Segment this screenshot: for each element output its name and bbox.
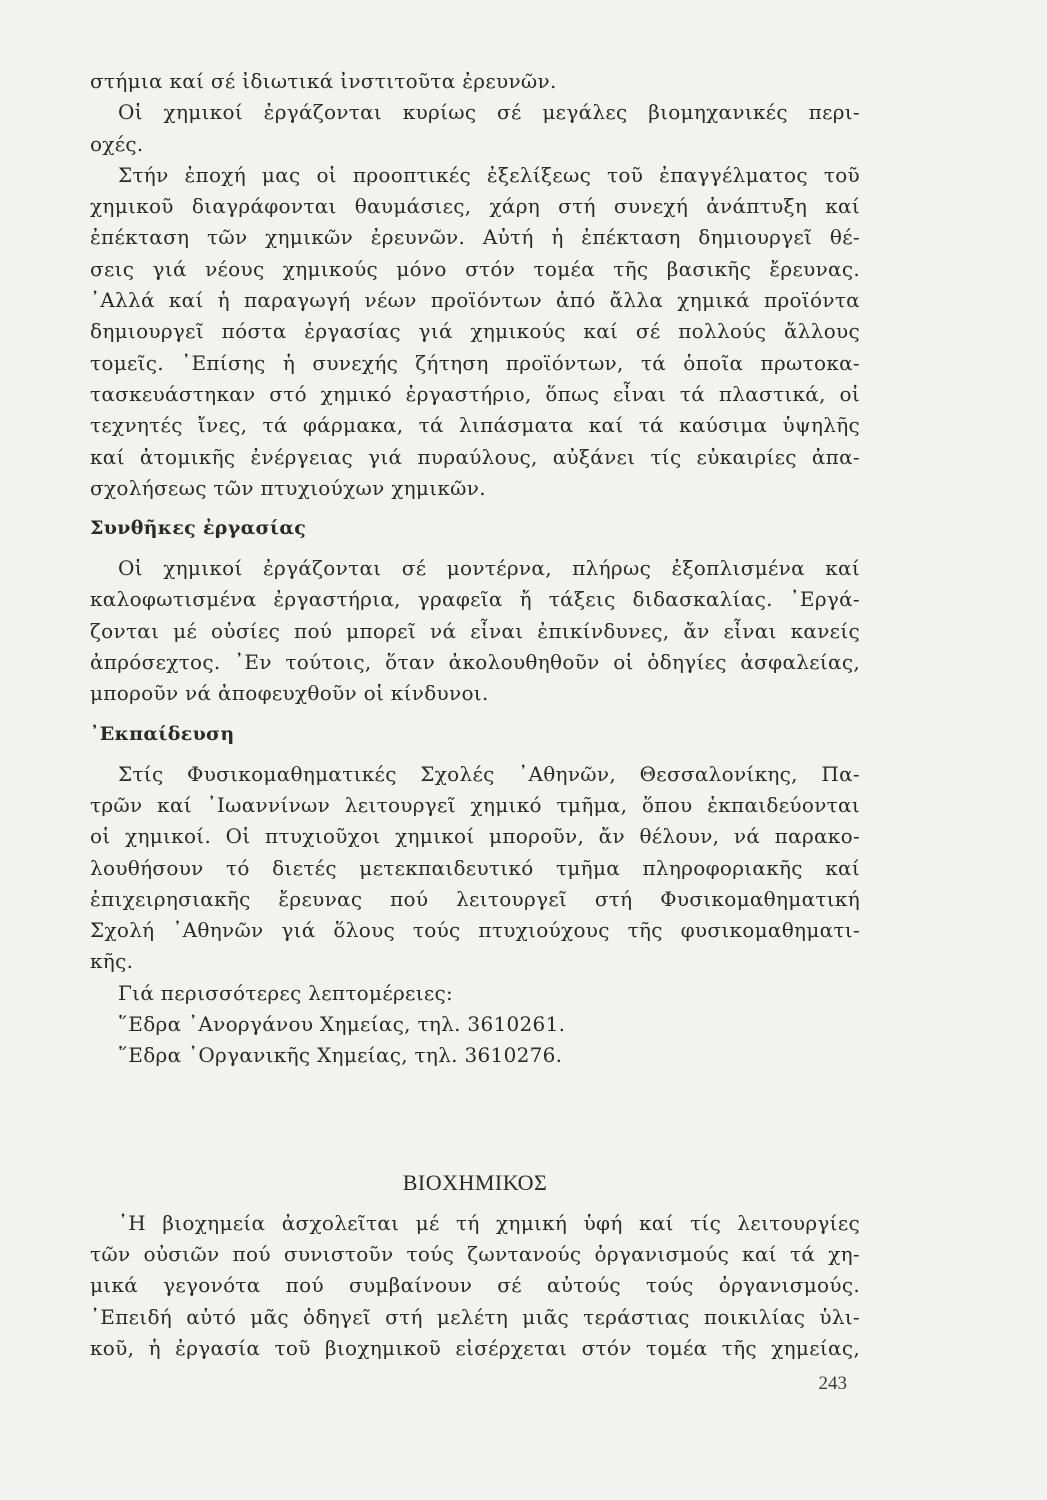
text-line: Στίς Φυσικομαθηματικές Σχολές ᾿Αθηνῶν, Θεσσαλονίκης, Πα- xyxy=(118,761,860,786)
paragraph-conditions xyxy=(90,553,860,709)
text-line: κοῦ, ἡ ἐργασία τοῦ βιοχημικοῦ εἰσέρχεται στόν τομέα τῆς χημείας, xyxy=(90,1335,860,1360)
text-line: τῶν οὐσιῶν πού συνιστοῦν τούς ζωντανούς ὀργανισμούς καί τά χη- xyxy=(90,1241,860,1266)
section-title-biochemist: ΒΙΟΧΗΜΙΚΟΣ xyxy=(402,1169,548,1195)
text-line: ᾿Αλλά καί ἡ παραγωγή νέων προϊόντων ἀπό ἄλλα χημικά προϊόντα xyxy=(90,288,860,313)
text-line: στήμια καί σέ ἰδιωτικά ἰνστιτοῦτα ἐρευνῶν. xyxy=(90,69,557,93)
text-line: οχές. xyxy=(90,131,144,156)
text-line: σχολήσεως τῶν πτυχιούχων χημικῶν. xyxy=(90,475,486,500)
contact-line: ῞Εδρα ᾿Οργανικῆς Χημείας, τηλ. 3610276. xyxy=(118,1043,563,1068)
text-line: καί ἀτομικῆς ἐνέργειας γιά πυραύλους, αὐξάνει τίς εὐκαιρίες ἀπα- xyxy=(90,444,860,469)
text-line: Σχολή ᾿Αθηνῶν γιά ὅλους τούς πτυχιούχους τῆς φυσικομαθηματι- xyxy=(90,918,860,943)
section-heading-conditions: Συνθῆκες ἐργασίας xyxy=(90,517,307,540)
text-line: κῆς. xyxy=(90,949,134,974)
text-line: ἐπέκταση τῶν χημικῶν ἐρευνῶν. Αὐτή ἡ ἐπέκταση δημιουργεῖ θέ- xyxy=(90,225,860,250)
text-line: τασκευάστηκαν στό χημικό ἐργαστήριο, ὅπως εἶναι τά πλαστικά, οἱ xyxy=(90,381,860,406)
text-line: δημιουργεῖ πόστα ἐργασίας γιά χημικούς καί σέ πολλούς ἄλλους xyxy=(90,319,860,344)
text-line: Οἱ χημικοί ἐργάζονται κυρίως σέ μεγάλες βιομηχανικές περι- xyxy=(118,100,860,125)
paragraph-prospects xyxy=(90,160,860,504)
text-line: ζονται μέ οὐσίες πού μπορεῖ νά εἶναι ἐπικίνδυνες, ἄν εἶναι κανείς xyxy=(90,618,860,643)
text-line: οἱ χημικοί. Οἱ πτυχιοῦχοι χημικοί μποροῦν, ἄν θέλουν, νά παρακο- xyxy=(90,824,860,849)
paragraph-continuation xyxy=(90,66,860,160)
text-line: ᾿Επειδή αὐτό μᾶς ὁδηγεῖ στή μελέτη μιᾶς τεράστιας ποικιλίας ὑλι- xyxy=(90,1304,860,1329)
text-line: σεις γιά νέους χημικούς μόνο στόν τομέα τῆς βασικῆς ἔρευνας. xyxy=(90,256,860,281)
paragraph-biochemist xyxy=(90,1208,860,1364)
contact-line: ῞Εδρα ᾿Ανοργάνου Χημείας, τηλ. 3610261. xyxy=(118,1012,566,1037)
text-line: τομεῖς. ᾿Επίσης ἡ συνεχής ζήτηση προϊόντων, τά ὁποῖα πρωτοκα- xyxy=(90,350,860,375)
text-line: καλοφωτισμένα ἐργαστήρια, γραφεῖα ἤ τάξεις διδασκαλίας. ᾿Εργά- xyxy=(90,587,860,612)
text-line: μικά γεγονότα πού συμβαίνουν σέ αὐτούς τούς ὀργανισμούς. xyxy=(90,1273,860,1298)
text-line: τεχνητές ἴνες, τά φάρμακα, τά λιπάσματα καί τά καύσιμα ὑψηλῆς xyxy=(90,413,860,438)
text-line: λουθήσουν τό διετές μετεκπαιδευτικό τμῆμα πληροφοριακῆς καί xyxy=(90,855,860,880)
text-line: Οἱ χημικοί ἐργάζονται σέ μοντέρνα, πλήρως ἐξοπλισμένα καί xyxy=(118,556,860,581)
text-line: Στήν ἐποχή μας οἱ προοπτικές ἐξελίξεως τοῦ ἐπαγγέλματος τοῦ xyxy=(118,162,860,187)
text-line: τρῶν καί ᾿Ιωαννίνων λειτουργεῖ χημικό τμῆμα, ὅπου ἐκπαιδεύονται xyxy=(90,792,860,817)
text-line: ἐπιχειρησιακῆς ἔρευνας πού λειτουργεῖ στή Φυσικομαθηματική xyxy=(90,886,860,911)
more-info-line: Γιά περισσότερες λεπτομέρειες: xyxy=(118,980,454,1005)
page-number: 243 xyxy=(818,1373,847,1394)
text-line: μποροῦν νά ἀποφευχθοῦν οἱ κίνδυνοι. xyxy=(90,681,489,706)
paragraph-education xyxy=(90,759,860,1072)
text-line: ἀπρόσεχτος. ᾿Εν τούτοις, ὅταν ἀκολουθηθοῦν οἱ ὁδηγίες ἀσφαλείας, xyxy=(90,650,860,675)
text-line: ῾Η βιοχημεία ἀσχολεῖται μέ τή χημική ὑφή καί τίς λειτουργίες xyxy=(118,1210,860,1235)
text-column xyxy=(90,66,860,1364)
section-heading-education: ᾿Εκπαίδευση xyxy=(90,722,235,745)
text-line: χημικοῦ διαγράφονται θαυμάσιες, χάρη στή συνεχή ἀνάπτυξη καί xyxy=(90,194,860,219)
